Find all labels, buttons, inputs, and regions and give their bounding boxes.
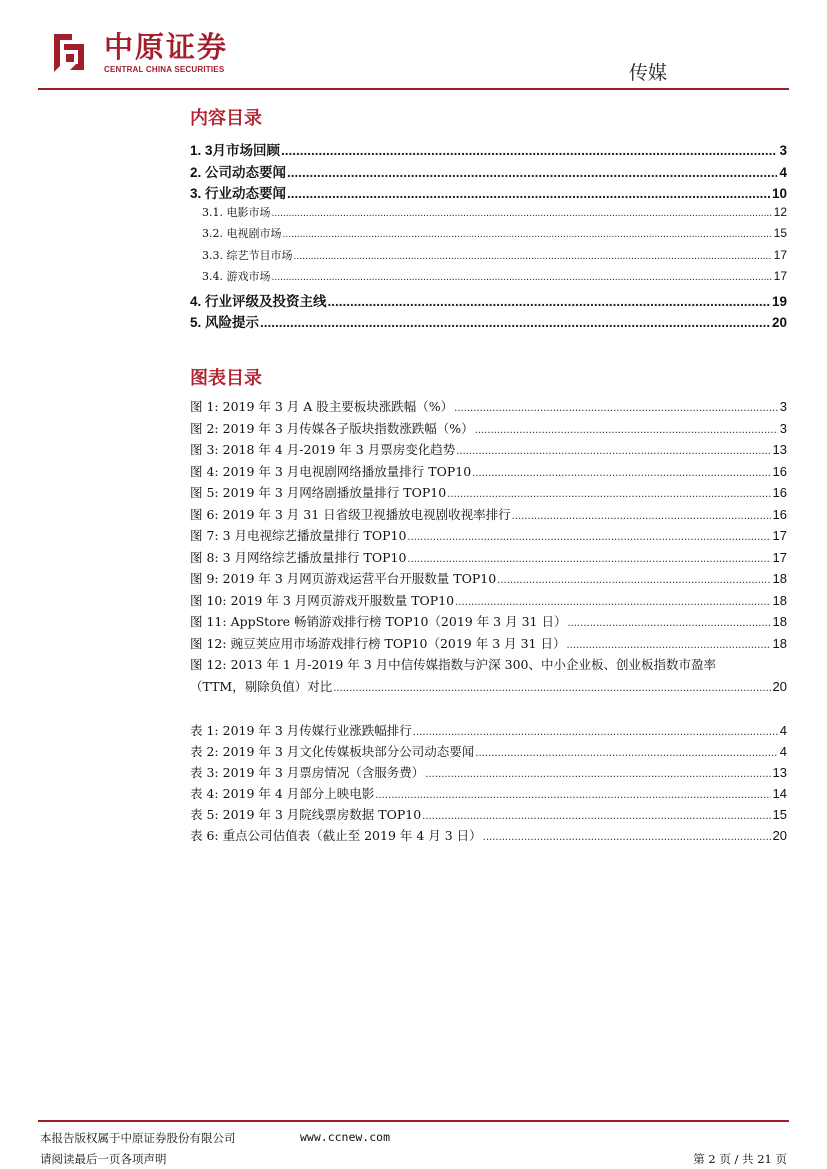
- toc-subentry[interactable]: 3.4. 游戏市场 ..... 17: [190, 268, 787, 290]
- figure-entry[interactable]: 图 5: 2019 年 3 月网络剧播放量排行 TOP10 ..... 16: [190, 483, 787, 505]
- logo-chinese-text: 中原证券: [104, 30, 229, 64]
- table-entry[interactable]: 表 4: 2019 年 4 月部分上映电影 ..... 14: [190, 784, 787, 805]
- table-entry[interactable]: 表 1: 2019 年 3 月传媒行业涨跌幅排行 ..... 4: [190, 721, 787, 742]
- page-number: 第 2 页 / 共 21 页: [693, 1152, 787, 1166]
- table-entry[interactable]: 表 6: 重点公司估值表（截止至 2019 年 4 月 3 日） ..... 20: [190, 826, 787, 847]
- toc-subentry[interactable]: 3.3. 综艺节目市场 ..... 17: [190, 247, 787, 269]
- figure-entry[interactable]: 图 12: 豌豆荚应用市场游戏排行榜 TOP10（2019 年 3 月 31 日） ..... 18: [190, 634, 787, 656]
- table-entry[interactable]: 表 2: 2019 年 3 月文化传媒板块部分公司动态要闻 ..... 4: [190, 742, 787, 763]
- figure-entry[interactable]: 图 3: 2018 年 4 月-2019 年 3 月票房变化趋势 ..... 13: [190, 440, 787, 462]
- figures-list: [190, 397, 787, 698]
- toc-subentry[interactable]: 3.2. 电视剧市场 ..... 15: [190, 225, 787, 247]
- figure-entry[interactable]: 图 2: 2019 年 3 月传媒各子版块指数涨跌幅（%） ..... 3: [190, 419, 787, 441]
- figures-title: 图表目录: [190, 368, 262, 389]
- figure-entry[interactable]: 图 4: 2019 年 3 月电视剧网络播放量排行 TOP10 ..... 16: [190, 462, 787, 484]
- contents-list: [190, 139, 787, 333]
- footer-website-link[interactable]: www.ccnew.com: [300, 1130, 391, 1144]
- toc-entry[interactable]: 4. 行业评级及投资主线 ..... 19: [190, 290, 787, 312]
- company-logo: [50, 30, 260, 78]
- figure-entry[interactable]: 图 6: 2019 年 3 月 31 日省级卫视播放电视剧收视率排行 ..... 16: [190, 505, 787, 527]
- toc-entry[interactable]: 1. 3月市场回顾 ..... 3: [190, 139, 787, 161]
- header-divider: [38, 88, 789, 90]
- table-entry[interactable]: 表 5: 2019 年 3 月院线票房数据 TOP10 ..... 15: [190, 805, 787, 826]
- footer-divider: [38, 1120, 789, 1122]
- figure-entry[interactable]: 图 10: 2019 年 3 月网页游戏开服数量 TOP10 ..... 18: [190, 591, 787, 613]
- figure-entry-first-line[interactable]: 图 12: 2013 年 1 月-2019 年 3 月中信传媒指数与沪深 300、中小企业板、创业板指数市盈率: [190, 657, 716, 672]
- footer-copyright: 本报告版权属于中原证券股份有限公司: [40, 1131, 236, 1145]
- figure-entry[interactable]: 图 8: 3 月网络综艺播放量排行 TOP10 ..... 17: [190, 548, 787, 570]
- footer-disclaimer: 请阅读最后一页各项声明: [40, 1152, 167, 1166]
- figure-entry[interactable]: 图 7: 3 月电视综艺播放量排行 TOP10 ..... 17: [190, 526, 787, 548]
- toc-entry[interactable]: 2. 公司动态要闻 ..... 4: [190, 161, 787, 183]
- logo-mark-icon: [50, 30, 90, 76]
- figure-entry-continuation[interactable]: （TTM，剔除负值）对比 ..... 20: [190, 677, 787, 699]
- tables-list: [190, 721, 787, 847]
- figure-entry[interactable]: 图 1: 2019 年 3 月 A 股主要板块涨跌幅（%） ..... 3: [190, 397, 787, 419]
- toc-subentry[interactable]: 3.1. 电影市场 ..... 12: [190, 204, 787, 226]
- figure-entry[interactable]: 图 11: AppStore 畅销游戏排行榜 TOP10（2019 年 3 月 31 日） ..... 18: [190, 612, 787, 634]
- logo-english-text: CENTRAL CHINA SECURITIES: [104, 65, 225, 74]
- figure-entry[interactable]: 图 9: 2019 年 3 月网页游戏运营平台开服数量 TOP10 ..... 18: [190, 569, 787, 591]
- table-entry[interactable]: 表 3: 2019 年 3 月票房情况（含服务费） ..... 13: [190, 763, 787, 784]
- contents-title: 内容目录: [190, 108, 262, 129]
- industry-label: 传媒: [628, 62, 667, 84]
- toc-entry[interactable]: 3. 行业动态要闻 ..... 10: [190, 182, 787, 204]
- toc-entry[interactable]: 5. 风险提示 ..... 20: [190, 311, 787, 333]
